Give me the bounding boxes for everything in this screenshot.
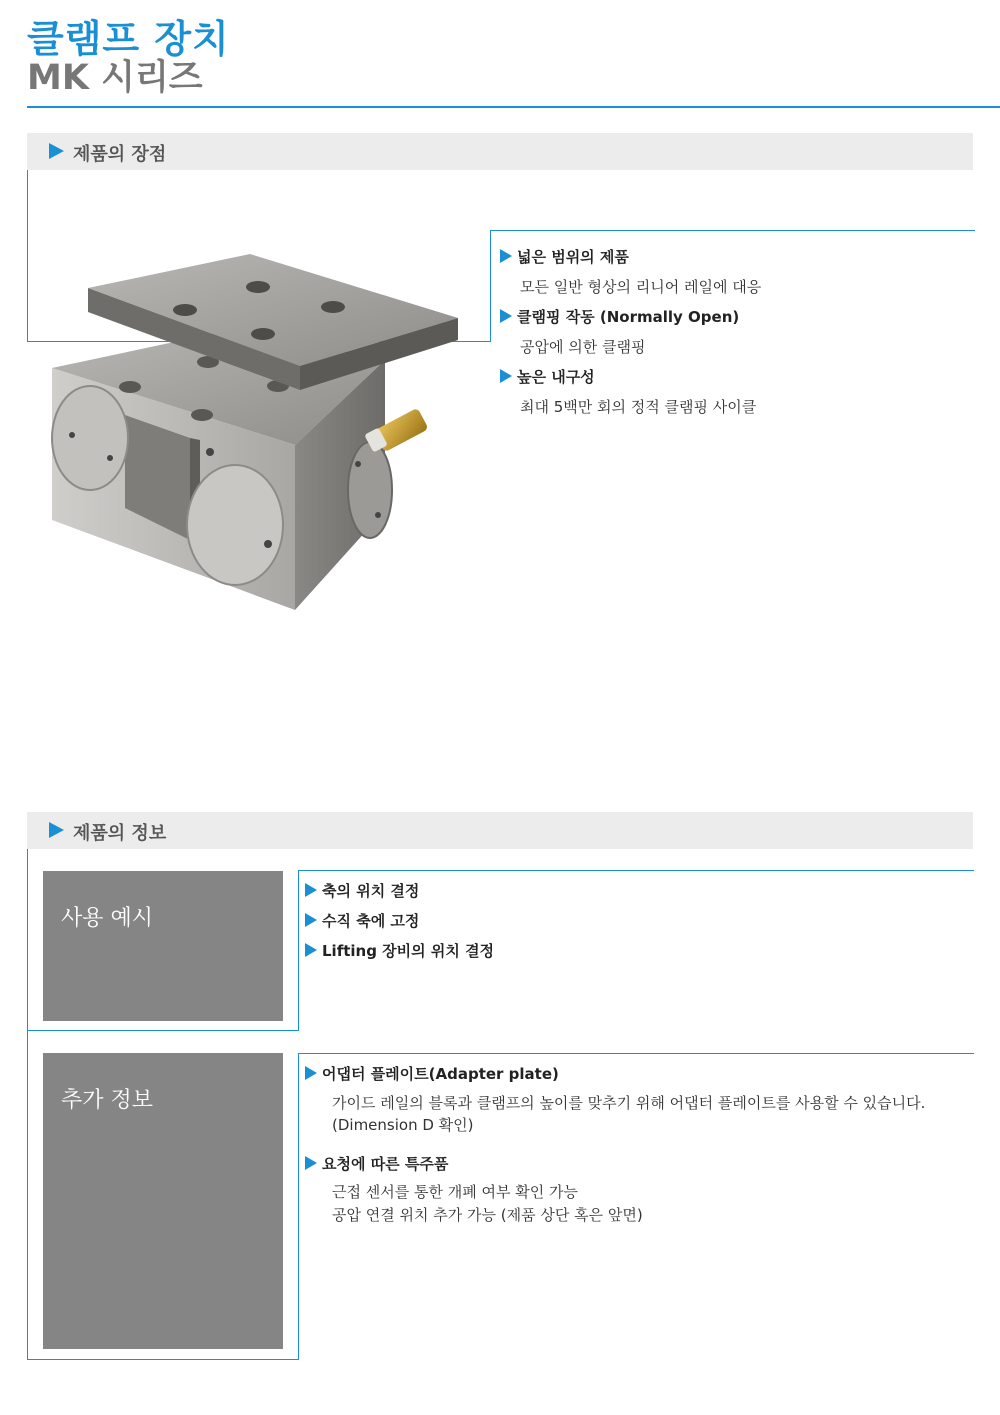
advantage-title: 클램핑 작동 (Normally Open) [517,308,740,326]
section-arrow-icon [49,822,64,838]
extra-item [305,1153,448,1174]
side-cover [348,442,392,538]
frame-line [27,170,28,342]
advantages-section-title: 제품의 장점 [73,144,167,165]
extra-label: 추가 정보 [61,1088,154,1113]
extra-item-desc: (Dimension D 확인) [332,1116,474,1134]
usage-item-text: 축의 위치 결정 [322,882,420,900]
advantages-section-header [27,133,973,170]
bullet-arrow-icon [305,943,317,957]
usage-item-text: Lifting 장비의 위치 결정 [322,942,495,960]
advantage-item [500,366,595,387]
advantage-title: 넓은 범위의 제품 [517,248,629,266]
extra-item-title: 어댑터 플레이트(Adapter plate) [322,1065,559,1083]
header-divider [27,106,1000,108]
frame-line [298,870,299,1031]
clamp-product-image [40,240,480,620]
info-section-title: 제품의 정보 [73,823,167,844]
frame-line [298,870,974,871]
advantage-item [500,246,629,267]
bullet-arrow-icon [305,1156,317,1170]
extra-item [305,1063,559,1084]
frame-line [27,1030,28,1360]
bullet-arrow-icon [305,883,317,897]
info-section-header [27,812,973,849]
usage-item [305,880,419,901]
advantage-item [500,306,739,327]
frame-line [298,1053,974,1054]
front-cover-left [52,386,128,490]
frame-line [27,1030,299,1031]
front-cover-right [187,465,283,585]
bullet-arrow-icon [500,309,512,323]
usage-label: 사용 예시 [61,906,154,931]
advantage-desc: 최대 5백만 회의 정적 클램핑 사이클 [520,398,757,416]
usage-label-box [43,871,283,1021]
frame-line [298,1053,299,1360]
frame-line [490,230,975,231]
page-title: 클램프 장치 [27,17,230,61]
extra-label-box [43,1053,283,1349]
usage-item-text: 수직 축에 고정 [322,912,420,930]
page-subtitle: MK 시리즈 [27,58,203,98]
advantage-desc: 공압에 의한 클램핑 [520,338,646,356]
section-arrow-icon [49,143,64,159]
bullet-arrow-icon [305,1066,317,1080]
extra-item-desc: 근접 센서를 통한 개폐 여부 확인 가능 [332,1183,578,1201]
bullet-arrow-icon [500,369,512,383]
usage-item [305,940,494,961]
frame-line [27,849,28,1031]
advantage-title: 높은 내구성 [517,368,595,386]
extra-item-title: 요청에 따른 특주품 [322,1155,449,1173]
bullet-arrow-icon [500,249,512,263]
extra-item-desc: 가이드 레일의 블록과 클램프의 높이를 맞추기 위해 어댑터 플레이트를 사용할 수 있습니다. [332,1094,926,1112]
extra-item-desc: 공압 연결 위치 추가 가능 (제품 상단 혹은 앞면) [332,1206,643,1224]
bullet-arrow-icon [305,913,317,927]
advantage-desc: 모든 일반 형상의 리니어 레일에 대응 [520,278,762,296]
frame-line [27,1359,299,1360]
usage-item [305,910,419,931]
frame-line [490,230,491,342]
